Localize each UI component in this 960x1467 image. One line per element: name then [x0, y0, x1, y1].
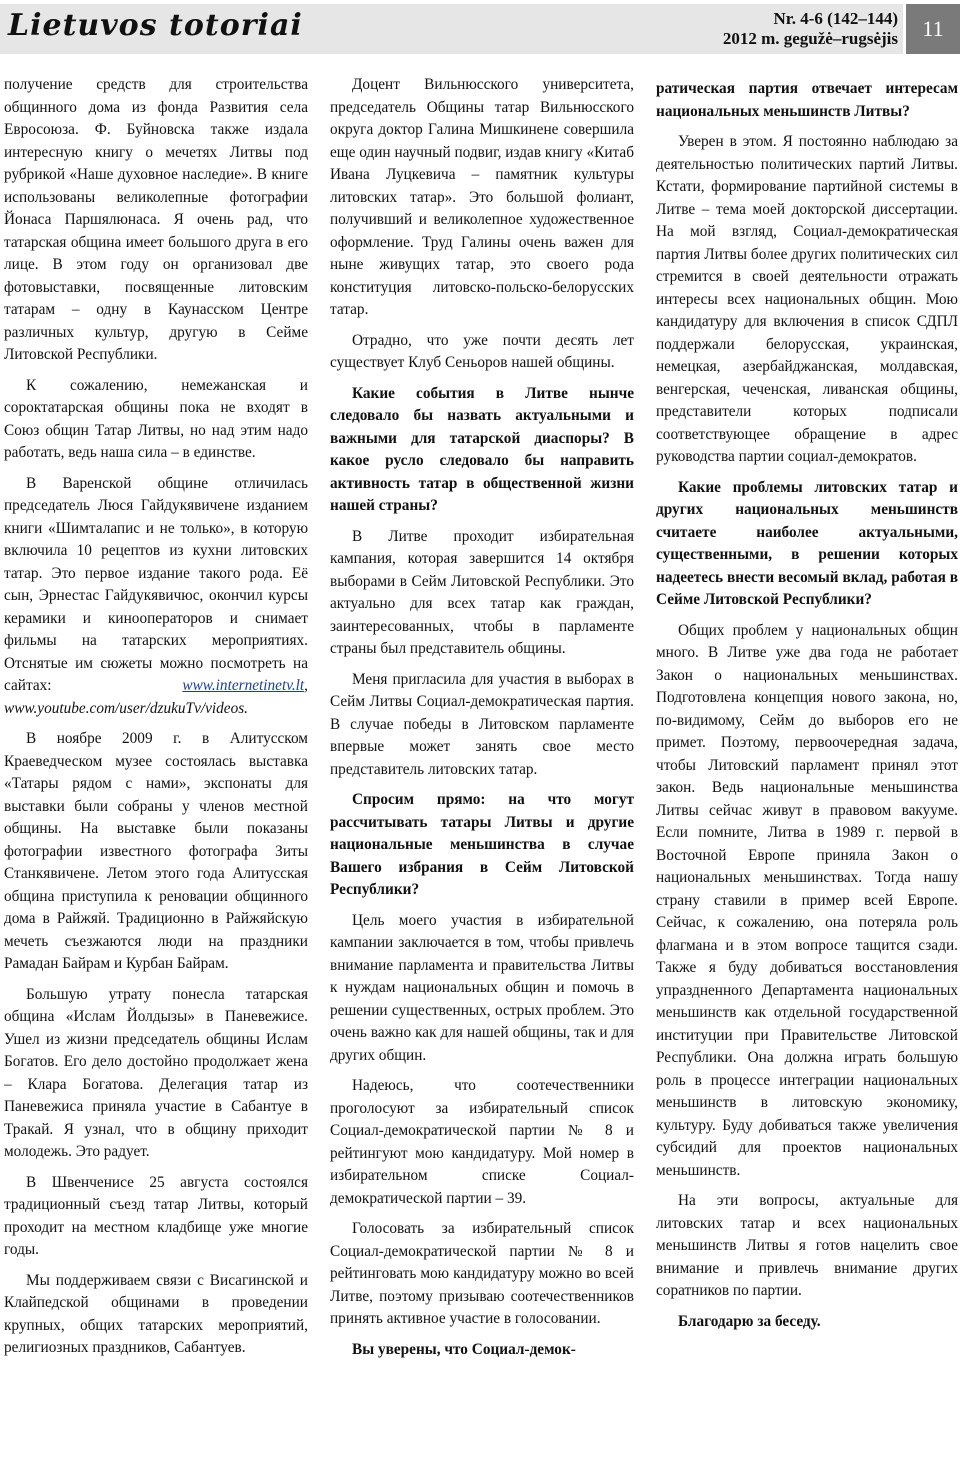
- separator: ,: [304, 677, 308, 694]
- paragraph: Мы поддерживаем связи с Висагинской и Клайпедской общинами в проведении крупных, общих татарских мероприятий, религиозных праздников, Сабантуев.: [4, 1271, 308, 1356]
- paragraph: Надеюсь, что соотечественники проголосуют за избирательный список Социал-демократической партии № 8 и рейтингуют мою кандидатуру. Мой номер в избирательном списке Социал-демократической партии – 39.: [330, 1077, 634, 1207]
- paragraph: получение средств для строительства общинного дома из фонда Развития села Евросоюза. Ф. Буйновска также издала интересную книгу о мечетях Литвы под рубрикой «Наше духовное наследие». В книге использованы великолепные фотографии Йонаса Паршялюнаса. Я очень рад, что татарская община имеет большого друга в его лице. В этом году он организовал две фотовыставки, посвященные литовским татарам – одну в Каунасском Центре различных культур, другую в Сейме Литовской Республики.: [4, 76, 308, 363]
- column-3: [656, 74, 958, 1462]
- paragraph: Голосовать за избирательный список Социал-демократической партии № 8 и рейтинговать мою кандидатуру можно во всей Литве, поэтому призываю соотечественников принять активное участие в голосовании.: [330, 1220, 634, 1327]
- paragraph: Цель моего участия в избирательной кампании заключается в том, чтобы привлечь внимание парламента и правительства Литвы к нуждам национальных общин и помочь в решении существенных, острых проблем. Это очень важно как для нашей общины, так и для других общин.: [330, 911, 634, 1064]
- paragraph: В Швенченисе 25 августа состоялся традиционный съезд татар Литвы, который проходит на местном кладбище уже многие годы.: [4, 1173, 308, 1258]
- issue-info: [723, 9, 898, 49]
- internetinetv-link[interactable]: www.internetinetv.lt: [182, 677, 305, 694]
- page-number: 11: [906, 4, 960, 54]
- interview-question: Спросим прямо: на что могут рассчитывать татары Литвы и другие национальные меньшинства в случае Вашего избрания в Сейм Литовской Республики?: [330, 791, 634, 898]
- paragraph: Меня пригласила для участия в выборах в Сейм Литвы Социал-демократическая партия. В случае победы в Литовском парламенте впервые может занять свое место представитель литовских татар.: [330, 670, 634, 778]
- paragraph: Большую утрату понесла татарская община «Ислам Йолдызы» в Паневежисе. Ушел из жизни председатель общины Ислам Богатов. Его дело достойно продолжает жена – Клара Богатова. Делегация татар из Паневежиса приняла участие в Сабантуе в Тракай. Я узнал, что в общину приходит молодежь. Это радует.: [4, 985, 308, 1160]
- paragraph-text: В Варенской общине отличилась председатель Люся Гайдукявичене изданием книги «Шимталапис и не только», в которую включила 10 рецептов из кухни литовских татар. Это первое издание такого рода. Её сын, Эрнестас Гайдукявичюс, окончил курсы керамики и кинооператоров и снимает фильмы на татарских мероприятиях. Отснятые им сюжеты можно посмотреть на сайтах:: [4, 474, 308, 694]
- column-2: [330, 74, 634, 1462]
- closing-line: Благодарю за беседу.: [678, 1312, 821, 1330]
- interview-question: ратическая партия отвечает интересам национальных меньшинств Литвы?: [656, 80, 958, 120]
- issue-number: Nr. 4-6 (142–144): [773, 9, 898, 28]
- page-header: [0, 0, 960, 58]
- paragraph: В ноябре 2009 г. в Алитусском Краеведческом музее состоялась выставка «Татары рядом с нами», экспонаты для выставки были собраны у членов местной общины. На выставке были показаны фотографии известного фотографа Зиты Станкявичене. Летом этого года Алитусская община приступила к реновации общинного дома в Райжяй. Традиционно в Райжяйскую мечеть съезжаются люди на праздники Рамадан Байрам и Курбан Байрам.: [4, 730, 308, 972]
- paragraph: В Литве проходит избирательная кампания, которая завершится 14 октября выборами в Сейм Литовской Республики. Это актуально для всех татар как граждан, заинтересованных, чтобы в парламенте страны был представитель общины.: [330, 527, 634, 657]
- interview-question: Вы уверены, что Социал-демок-: [352, 1340, 576, 1358]
- interview-question: Какие проблемы литовских татар и других национальных меньшинств считаете наиболее актуальными, существенными, в решении которых надеетесь внести весомый вклад, работая в Сейме Литовской Республики?: [656, 478, 958, 608]
- paragraph: Общих проблем у национальных общин много. В Литве уже два года не работает Закон о национальных меньшинствах. Подготовлена концепция нового закона, но, по-видимому, Сейм до выборов его не примет. Поэтому, первоочередная задача, чтобы Литовский парламент принял этот закон. Ведь национальные меньшинства Литвы сейчас живут в правовом вакууме. Если помните, Литва в 1989 г. первой в Восточной Европе приняла Закон о национальных меньшинствах. Тогда нашу страну ставили в пример всей Европе. Сейчас, к сожалению, она потеряла роль флагмана и в этом вопросе тащится сзади. Также я буду добиваться восстановления упраздненного Департамента национальных меньшинств как отдельной государственной институции при Правительстве Литовской Республики. Она должна играть большую роль в процессе интеграции национальных меньшинств в литовскую экономику, культуру. Буду добиваться также увеличения субсидий для проектов национальных меньшинств.: [656, 621, 958, 1179]
- newspaper-logo: Lietuvos totoriai: [8, 8, 303, 43]
- paragraph: [4, 473, 308, 721]
- column-1: [4, 74, 308, 1462]
- paragraph: Доцент Вильнюсского университета, председатель Общины татар Вильнюсского округа доктор Галина Мишкинене совершила еще один научный подвиг, издав книгу «Китаб Ивана Луцкевича – памятник культуры литовских татар». Это большой фолиант, получивший и великолепное художественное оформление. Труд Галины очень важен для ныне живущих татар, это своего рода конституция литовско-польско-белорусских татар.: [330, 76, 634, 318]
- interview-question: Какие события в Литве нынче следовало бы назвать актуальными и важными для татарской диаспоры? В какое русло следовало бы направить активность татар в общественной жизни нашей страны?: [330, 384, 634, 514]
- paragraph: На эти вопросы, актуальные для литовских татар и всех национальных меньшинств Литвы я готов нацелить свое внимание и привлечь внимание других соратников по партии.: [656, 1192, 958, 1299]
- youtube-url[interactable]: www.youtube.com/user/dzukuTv/videos.: [4, 699, 249, 717]
- paragraph: К сожалению, немежанская и сороктатарская общины пока не входят в Союз общин Татар Литвы, но над этим надо работать, ведь наша сила – в единстве.: [4, 376, 308, 461]
- paragraph: Уверен в этом. Я постоянно наблюдаю за деятельностью политических партий Литвы. Кстати, формирование партийной системы в Литве – тема моей докторской диссертации. На мой взгляд, Социал-демократическая партия Литвы более других политических сил стремится в своей деятельности отражать интересы всех национальных общин. Мою кандидатуру для включения в список СДПЛ поддержали белорусская, украинская, немецкая, азербайджанская, молдавская, венгерская, чеченская, ливанская общины, представители которых подписали соответствующее обращение в адрес руководства партии социал-демократов.: [656, 133, 958, 465]
- issue-date: 2012 m. gegužė–rugsėjis: [722, 29, 898, 48]
- paragraph: Отрадно, что уже почти десять лет существует Клуб Сеньоров нашей общины.: [330, 331, 634, 371]
